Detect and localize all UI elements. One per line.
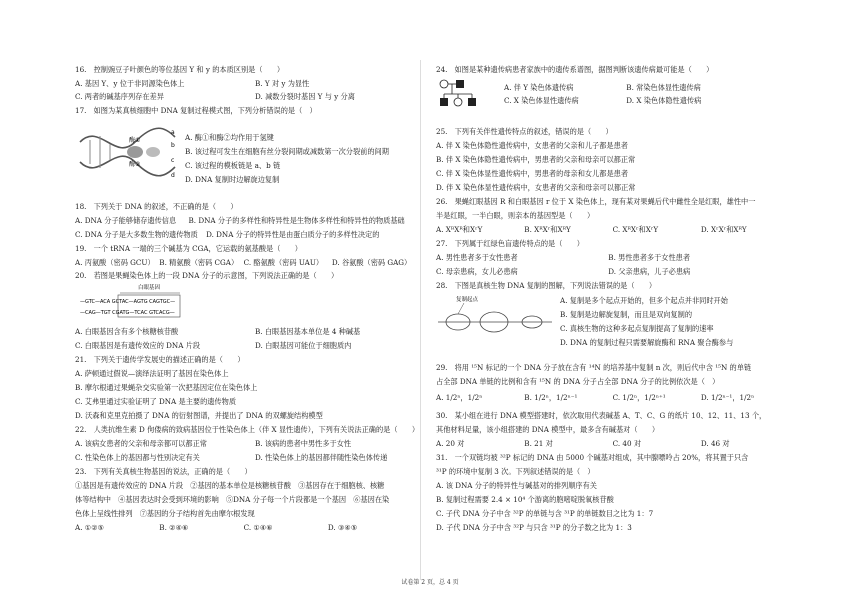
enzyme1-label: 酶① [129, 137, 141, 144]
q18-row2 [75, 231, 379, 238]
dna-bottom-strand: —CAG—TGT CGATG—TCAC GTCACG— [80, 310, 175, 316]
q23-option-c[interactable]: C. ①④⑥ [243, 523, 273, 532]
q23-stem: 23. 下列有关真核生物基因的说法，正确的是（ ） [75, 467, 252, 476]
q20-option-a[interactable]: A. 白眼基因含有多个核糖核苷酸 [75, 327, 179, 336]
q25-stem: 25. 下列有关伴性遗传特点的叙述，错误的是（ ） [436, 127, 613, 136]
q16-option-b[interactable]: B. Y 对 y 为显性 [255, 79, 310, 88]
q21-option-a[interactable]: A. 萨顿通过假说—演绎法证明了基因在染色体上 [75, 369, 229, 378]
q18-option-d[interactable]: D. DNA 分子的特异性是由蛋白质分子的多样性决定的 [206, 230, 380, 239]
q16-option-c[interactable]: C. 两者的碱基序列存在差异 [75, 92, 164, 101]
q28-stem: 28. 下图是真核生物 DNA 复制的图解，下列说法错误的是（ ） [436, 281, 657, 290]
q27-option-d[interactable]: D. 父亲患病，儿子必患病 [608, 267, 691, 276]
q26-option-a[interactable]: A. XᴿXᴿ和XʳY [436, 225, 483, 234]
dna-replication-figure [75, 122, 180, 187]
q27-option-a[interactable]: A. 男性患者多于女性患者 [436, 253, 518, 262]
strand-c-label: c [171, 157, 175, 164]
q21-option-d[interactable]: D. 沃森和克里克拍摄了 DNA 的衍射图谱，并提出了 DNA 的双螺旋结构模型 [75, 411, 323, 420]
q29-options [436, 394, 754, 401]
q18-row1 [75, 217, 405, 224]
q30-option-b[interactable]: B. 21 对 [524, 439, 553, 448]
q27-row1 [436, 254, 690, 261]
replication-bubble-figure [436, 294, 554, 350]
q30-stem-line2: 其他材料足量，该小组搭建的 DNA 模型中，最多含有碱基对（ ） [436, 425, 660, 434]
strand-a-label: a [171, 129, 175, 136]
q20-option-c[interactable]: C. 白眼基因是有遗传效应的 DNA 片段 [75, 341, 201, 350]
q26-option-d[interactable]: D. XʳXʳ和XᴿY [700, 225, 747, 234]
q17-option-b[interactable]: B. 该过程可发生在细胞有丝分裂间期或减数第一次分裂前的间期 [185, 147, 389, 156]
q30-option-d[interactable]: D. 46 对 [700, 439, 730, 448]
dna-segment-figure [80, 282, 220, 322]
white-eye-gene-label: 白眼基因 [138, 285, 161, 291]
q21-option-c[interactable]: C. 艾弗里通过实验证明了 DNA 是主要的遗传物质 [75, 397, 237, 406]
q19-option-b[interactable]: B. 精氨酸（密码 CGA） [159, 258, 239, 267]
q27-option-b[interactable]: B. 男性患者多于女性患者 [608, 253, 691, 262]
q26-stem-line2: 半是红眼，一半白眼，则亲本的基因型是（ ） [436, 211, 595, 220]
q23-option-d[interactable]: D. ③④⑤ [327, 523, 358, 532]
q17-option-a[interactable]: A. 酶①和酶②均作用于氢键 [185, 133, 274, 142]
q18-option-b[interactable]: B. DNA 分子的多样性和特异性是生物体多样性和特异性的物质基础 [188, 216, 405, 225]
q23-options [75, 524, 357, 531]
q22-stem: 22. 人类抗维生素 D 佝偻病的致病基因位于性染色体上（伴 X 显性遗传），下列有关说法正确的是（ ） [75, 425, 420, 434]
q27-option-c[interactable]: C. 母亲患病，女儿必患病 [436, 267, 518, 276]
q20-row1 [75, 328, 435, 335]
q22-option-a[interactable]: A. 该病女患者的父亲和母亲都可以都正常 [75, 439, 207, 448]
q18-stem: 18. 下列关于 DNA 的叙述，不正确的是（ ） [75, 202, 238, 211]
q26-option-b[interactable]: B. XᴿXʳ和XᴿY [524, 225, 571, 234]
enzyme2-label: 酶② [129, 161, 141, 168]
strand-b-label: b [171, 142, 175, 149]
strand-d-label: d [171, 172, 175, 179]
q20-option-b[interactable]: B. 白眼基因基本单位是 4 种碱基 [255, 327, 361, 336]
q29-option-c[interactable]: C. 1/2ⁿ，1/2ⁿ⁺¹ [612, 393, 666, 402]
q25-option-c[interactable]: C. 伴 X 染色体显性遗传病中，男患者的母亲和女儿都是患者 [436, 169, 629, 178]
q24-option-d[interactable]: D. X 染色体隐性遗传病 [626, 96, 702, 105]
q28-option-a[interactable]: A. 复制是多个起点开始的，但多个起点并非同时开始 [560, 296, 728, 305]
q21-stem: 21. 下列关于遗传学发展史的描述正确的是（ ） [75, 355, 245, 364]
q30-option-a[interactable]: A. 20 对 [436, 439, 465, 448]
q30-option-c[interactable]: C. 40 对 [612, 439, 642, 448]
q23-statement-line2: 体等结构中 ④基因表达时会受到环境的影响 ⑤DNA 分子每一个片段都是一个基因 ⑥基因在染 [75, 495, 390, 504]
q29-option-b[interactable]: B. 1/2ⁿ，1/2ⁿ⁻¹ [524, 393, 578, 402]
q25-option-b[interactable]: B. 伴 X 染色体隐性遗传病中，男患者的父亲和母亲可以都正常 [436, 155, 636, 164]
page-footer: 试卷第 2 页，总 4 页 [401, 579, 459, 586]
q16-stem: 16. 控制豌豆子叶颜色的等位基因 Y 和 y 的本质区别是（ ） [75, 65, 285, 74]
q22-row1 [75, 440, 435, 447]
q19-options [75, 259, 411, 266]
q24-option-b[interactable]: B. 常染色体显性遗传病 [626, 83, 701, 92]
q16-row1 [75, 80, 435, 87]
q29-option-d[interactable]: D. 1/2ⁿ⁻¹，1/2ⁿ [700, 393, 755, 402]
q17-option-c[interactable]: C. 该过程的模板链是 a、b 链 [185, 161, 281, 170]
q31-option-b[interactable]: B. 复制过程需要 2.4 × 10⁴ 个游离的胞嘧啶脱氧核苷酸 [436, 495, 614, 504]
q27-stem: 27. 下列属于红绿色盲遗传特点的是（ ） [436, 239, 584, 248]
q31-option-d[interactable]: D. 子代 DNA 分子中含 ³²P 与只含 ³¹P 的分子数之比为 1：3 [436, 523, 632, 532]
q16-option-d[interactable]: D. 减数分裂时基因 Y 与 y 分离 [255, 92, 355, 101]
q16-option-a[interactable]: A. 基因 Y、y 位于非同源染色体上 [75, 79, 185, 88]
q17-option-d[interactable]: D. DNA 复制时边解旋边复制 [185, 175, 280, 184]
q28-option-b[interactable]: B. 复制是边解旋复制，而且是双向复制的 [560, 310, 693, 319]
q17-stem: 17. 如图为某真核细胞中 DNA 复制过程模式图，下列分析错误的是（ ） [75, 106, 317, 115]
q26-option-c[interactable]: C. XᴿXʳ和XʳY [612, 225, 659, 234]
q25-option-d[interactable]: D. 伴 X 染色体显性遗传病中，女患者的父亲和母亲可以都正常 [436, 183, 636, 192]
q31-stem-line2: ³¹P 的环境中复制 3 次。下列叙述错误的是（ ） [436, 467, 595, 476]
q30-stem-line1: 30. 某小组在进行 DNA 模型搭建时，依次取用代表碱基 A、T、C、G 的纸片 10、12、11、13 个， [436, 411, 767, 420]
column-divider [420, 60, 421, 580]
q31-option-c[interactable]: C. 子代 DNA 分子中含 ³²P 的单链与含 ³¹P 的单链数目之比为 1：7 [436, 509, 654, 518]
q18-option-c[interactable]: C. DNA 分子是大多数生物的遗传物质 [75, 230, 198, 239]
q26-options [436, 226, 747, 233]
q22-option-c[interactable]: C. 性染色体上的基因都与性别决定有关 [75, 453, 200, 462]
q22-option-b[interactable]: B. 该病的患者中男性多于女性 [255, 439, 352, 448]
q24-stem: 24. 如图是某种遗传病患者家族中的遗传系谱图，据图判断该遗传病最可能是（ ） [436, 65, 714, 74]
q31-stem-line1: 31. 一个双链均被 ³²P 标记的 DNA 由 5000 个碱基对组成，其中腺嘌呤占 20%，将其置于只含 [436, 453, 749, 462]
q23-option-b[interactable]: B. ②④⑥ [159, 523, 189, 532]
q21-option-b[interactable]: B. 摩尔根通过果蝇杂交实验第一次把基因定位在染色体上 [75, 383, 258, 392]
q19-option-a[interactable]: A. 丙氨酸（密码 GCU） [75, 258, 155, 267]
pedigree-chart [436, 76, 496, 116]
q24-row2 [504, 97, 701, 104]
q19-option-c[interactable]: C. 酪氨酸（密码 UAU） [243, 258, 324, 267]
q22-option-d[interactable]: D. 性染色体上的基因都伴随性染色体传递 [255, 453, 388, 462]
q28-option-d[interactable]: D. DNA 的复制过程只需要解旋酶和 RNA 聚合酶参与 [560, 338, 734, 347]
q23-statement-line1: ①基因是有遗传效应的 DNA 片段 ②基因的基本单位是核糖核苷酸 ③基因存在于细胞核、核糖 [75, 481, 385, 490]
q29-stem-line2: 占全部 DNA 单链的比例和含有 ¹⁵N 的 DNA 分子占全部 DNA 分子的比例依次是（ ） [436, 377, 720, 386]
q16-row2 [75, 93, 435, 100]
q25-option-a[interactable]: A. 伴 X 染色体隐性遗传病中，女患者的父亲和儿子都是患者 [436, 141, 628, 150]
q29-stem-line1: 29. 将用 ¹⁵N 标记的一个 DNA 分子放在含有 ¹⁴N 的培养基中复制 n 次，则后代中含 ¹⁵N 的单链 [436, 363, 752, 372]
q24-option-a[interactable]: A. 伴 Y 染色体遗传病 [504, 83, 574, 92]
q24-option-c[interactable]: C. X 染色体显性遗传病 [504, 96, 579, 105]
q30-options [436, 440, 730, 447]
q26-stem-line1: 26. 果蝇红眼基因 R 和白眼基因 r 位于 X 染色体上，现有某对果蝇后代中雌性全是红眼，雄性中一 [436, 197, 756, 206]
q28-option-c[interactable]: C. 真核生物的这种多起点复制提高了复制的速率 [560, 324, 714, 333]
q19-stem: 19. 一个 tRNA 一端的三个碱基为 CGA，它运载的氨基酸是（ ） [75, 244, 302, 253]
dna-top-strand: —GTC—ACA GCTAC—AGTG CAGTGC— [80, 299, 176, 305]
q22-row2 [75, 454, 435, 461]
q20-stem: 20. 若图是果蝇染色体上的一段 DNA 分子的示意图，下列说法正确的是（ ） [75, 271, 339, 280]
q23-statement-line3: 色体上呈线性排列 ⑦基因的分子结构首先由摩尔根发现 [75, 509, 255, 518]
q20-option-d[interactable]: D. 白眼基因可能位于细胞质内 [255, 341, 352, 350]
q31-option-a[interactable]: A. 该 DNA 分子的特异性与碱基对的排列顺序有关 [436, 481, 597, 490]
replication-origin-label: 复制起点 [456, 297, 479, 303]
q24-row1 [504, 84, 701, 91]
q23-option-a[interactable]: A. ①②⑤ [75, 523, 105, 532]
q27-row2 [436, 268, 690, 275]
q29-option-a[interactable]: A. 1/2ⁿ，1/2ⁿ [436, 393, 483, 402]
q20-row2 [75, 342, 435, 349]
q18-option-a[interactable]: A. DNA 分子能够储存遗传信息 [75, 216, 177, 225]
q19-option-d[interactable]: D. 谷氨酸（密码 GAG） [331, 258, 412, 267]
